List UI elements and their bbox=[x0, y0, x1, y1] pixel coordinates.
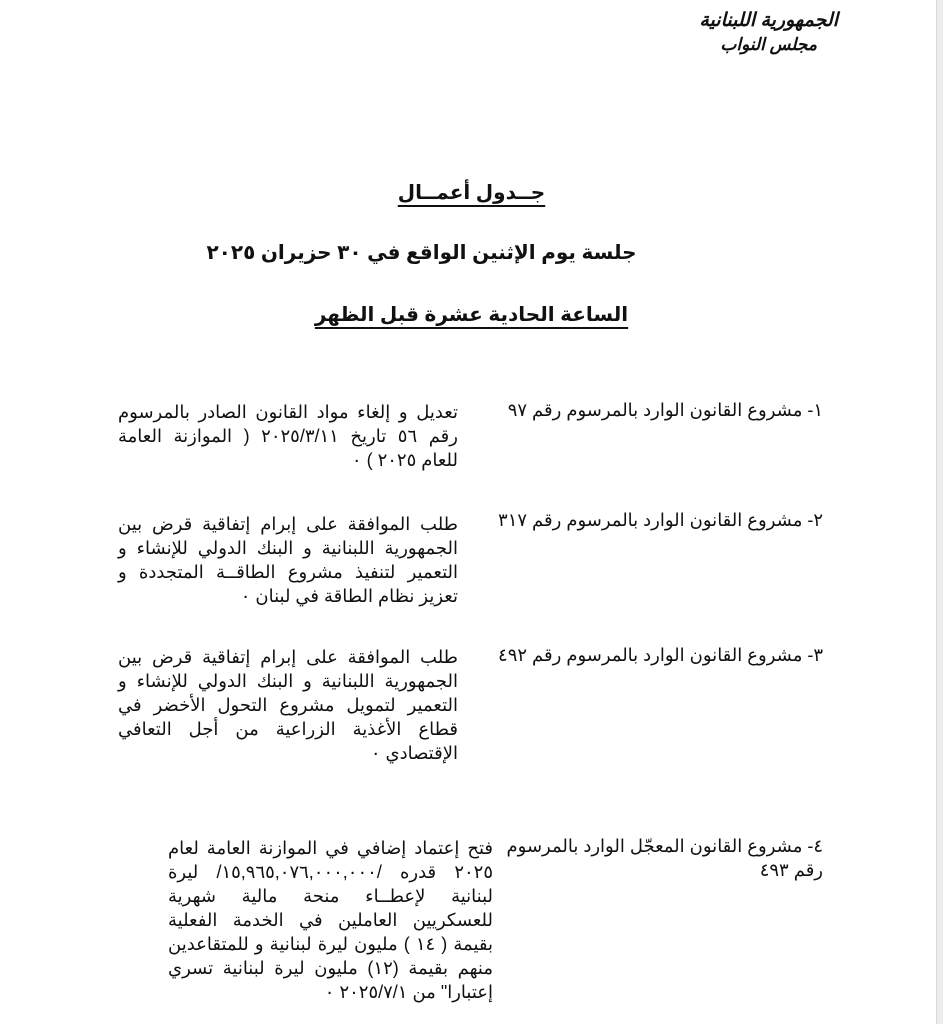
session-date bbox=[0, 240, 943, 265]
agenda-item-2-description: طلب الموافقة على إبرام إتفاقية قرض بين الجمهورية اللبنانية و البنك الدولي للإنشاء و التعمير لتنفيذ مشروع الطاقــة المتجددة و تعزيز نظام الطاقة في لبنان ٠ bbox=[118, 514, 458, 606]
session-date-text: جلسة يوم الإثنين الواقع في ٣٠ حزيران ٢٠٢٥ bbox=[206, 242, 637, 264]
agenda-item-1-description: تعديل و إلغاء مواد القانون الصادر بالمرسوم رقم ٥٦ تاريخ ٢٠٢٥/٣/١١ ( الموازنة العامة للعام ٢٠٢٥ ) ٠ bbox=[118, 402, 458, 470]
agenda-item-3-title: ٣- مشروع القانون الوارد بالمرسوم رقم ٤٩٢ bbox=[498, 645, 823, 665]
republic-name: الجمهورية اللبنانية bbox=[699, 10, 838, 31]
parliament-name: مجلس النواب bbox=[720, 35, 817, 54]
letterhead bbox=[699, 8, 838, 56]
agenda-item-4-description: فتح إعتماد إضافي في الموازنة العامة لعام ٢٠٢٥ قدره /١٥,٩٦٥,٠٧٦,٠٠٠,٠٠٠/ ليرة لبنانية لإعطــاء منحة مالية شهرية للعسكريين العاملين في الخدمة الفعلية بقيمة ( ١٤ ) مليون ليرة لبنانية و للمتقاعدين منهم بقيمة (١٢) مليون ليرة لبنانية تسري إعتبارا" من ٢٠٢٥/٧/١ ٠ bbox=[168, 838, 494, 1002]
page-edge bbox=[936, 0, 943, 1024]
agenda-item-4-title: ٤- مشروع القانون المعجّل الوارد بالمرسوم رقم ٤٩٣ bbox=[506, 836, 823, 880]
agenda-title: جــدول أعمــال bbox=[397, 182, 546, 204]
session-time: الساعة الحادية عشرة قبل الظهر bbox=[314, 304, 629, 326]
agenda-item-1-title: ١- مشروع القانون الوارد بالمرسوم رقم ٩٧ bbox=[507, 400, 823, 420]
agenda-item-2-title: ٢- مشروع القانون الوارد بالمرسوم رقم ٣١٧ bbox=[498, 510, 823, 530]
agenda-item-3-description: طلب الموافقة على إبرام إتفاقية قرض بين الجمهورية اللبنانية و البنك الدولي للإنشاء و التعمير لتمويل مشروع التحول الأخضر في قطاع الأغذية الزراعية من أجل التعافي الإقتصادي ٠ bbox=[118, 647, 458, 763]
